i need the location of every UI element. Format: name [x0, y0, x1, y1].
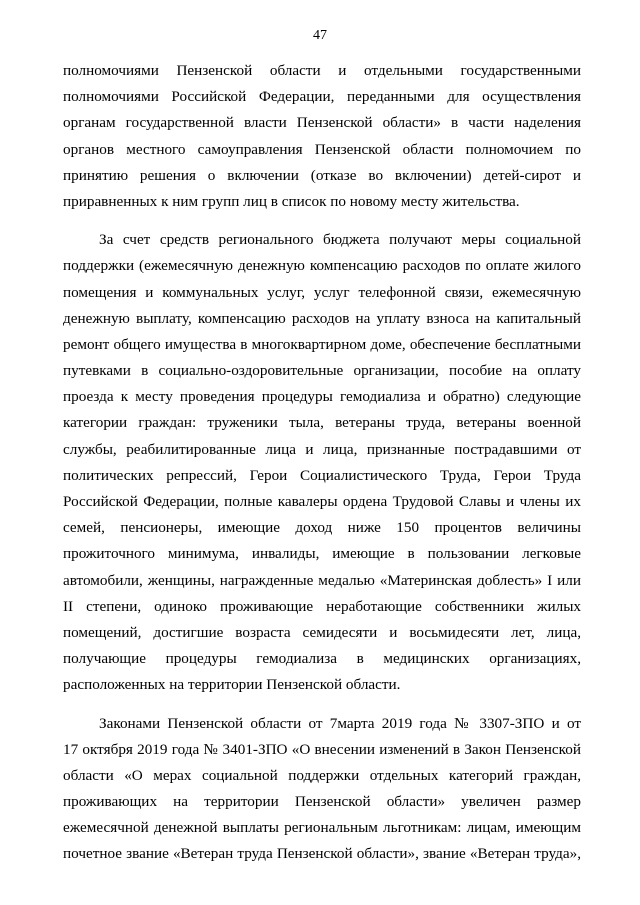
text-line: политических репрессий, Герои Социалистического Труда, Герои Труда [63, 466, 581, 484]
text-line: полномочиями Пензенской области и отдельными государственными [63, 62, 581, 79]
text-line: полномочиями Российской Федерации, переданными для осуществления [63, 88, 581, 106]
paragraph-3 [63, 711, 581, 868]
text-line: путевками в социально-оздоровительные организации, пособие на оплату [63, 362, 581, 380]
page-number: 47 [313, 28, 327, 43]
text-line: области «О мерах социальной поддержки отдельных категорий граждан, [63, 766, 581, 784]
text-line: помещений, достигшие возраста семидесяти и восьмидесяти лет, лица, [63, 623, 581, 641]
text-line: За счет средств регионального бюджета получают меры социальной [99, 231, 581, 249]
text-line: проезда к месту проведения процедуры гемодиализа и обратно) следующие [63, 388, 581, 406]
text-line: принятию решения о включении (отказе во включении) детей-сирот и [63, 166, 581, 184]
text-line: расположенных на территории Пензенской области. [63, 676, 401, 694]
text-line: автомобили, женщины, награжденные медалью «Материнская доблесть» I или [63, 571, 581, 589]
text-line: проживающих на территории Пензенской области» увеличен размер [63, 793, 581, 811]
text-line: категории граждан: труженики тыла, ветераны труда, ветераны военной [63, 414, 581, 432]
text-line: почетное звание «Ветеран труда Пензенской области», звание «Ветеран труда», [63, 845, 581, 863]
text-line: поддержки (ежемесячную денежную компенсацию расходов по оплате жилого [63, 257, 581, 275]
paragraph-1 [63, 58, 581, 215]
text-line: приравненных к ним групп лиц в список по новому месту жительства. [63, 192, 520, 210]
text-line: прожиточного минимума, инвалиды, имеющие в пользовании легковые [63, 545, 581, 563]
text-line: органам государственной власти Пензенской области» в части наделения [63, 114, 581, 132]
text-line: Российской Федерации, полные кавалеры ордена Трудовой Славы и члены их [63, 493, 581, 510]
text-line: 17 октября 2019 года № 3401-ЗПО «О внесении изменений в Закон Пензенской [63, 740, 581, 758]
text-line: получающие процедуры гемодиализа в медицинских организациях, [63, 650, 581, 668]
text-line: семей, пенсионеры, имеющие доход ниже 150 процентов величины [63, 519, 581, 537]
text-line: ремонт общего имущества в многоквартирном доме, обеспечение бесплатными [63, 335, 581, 353]
text-line: службы, реабилитированные лица и лица, признанные пострадавшими от [63, 440, 581, 458]
text-line: II степени, одиноко проживающие неработающие собственники жилых [63, 597, 581, 615]
text-line: Законами Пензенской области от 7марта 2019 года № 3307-ЗПО и от [99, 714, 581, 732]
text-line: ежемесячной денежной выплаты региональным льготникам: лицам, имеющим [63, 819, 581, 837]
paragraph-2 [63, 227, 581, 698]
text-line: помещения и коммунальных услуг, услуг телефонной связи, ежемесячную [63, 283, 581, 301]
text-line: денежную выплату, компенсацию расходов на уплату взноса на капитальный [63, 309, 581, 327]
document-body [63, 58, 581, 868]
text-line: органов местного самоуправления Пензенской области полномочием по [63, 140, 581, 158]
